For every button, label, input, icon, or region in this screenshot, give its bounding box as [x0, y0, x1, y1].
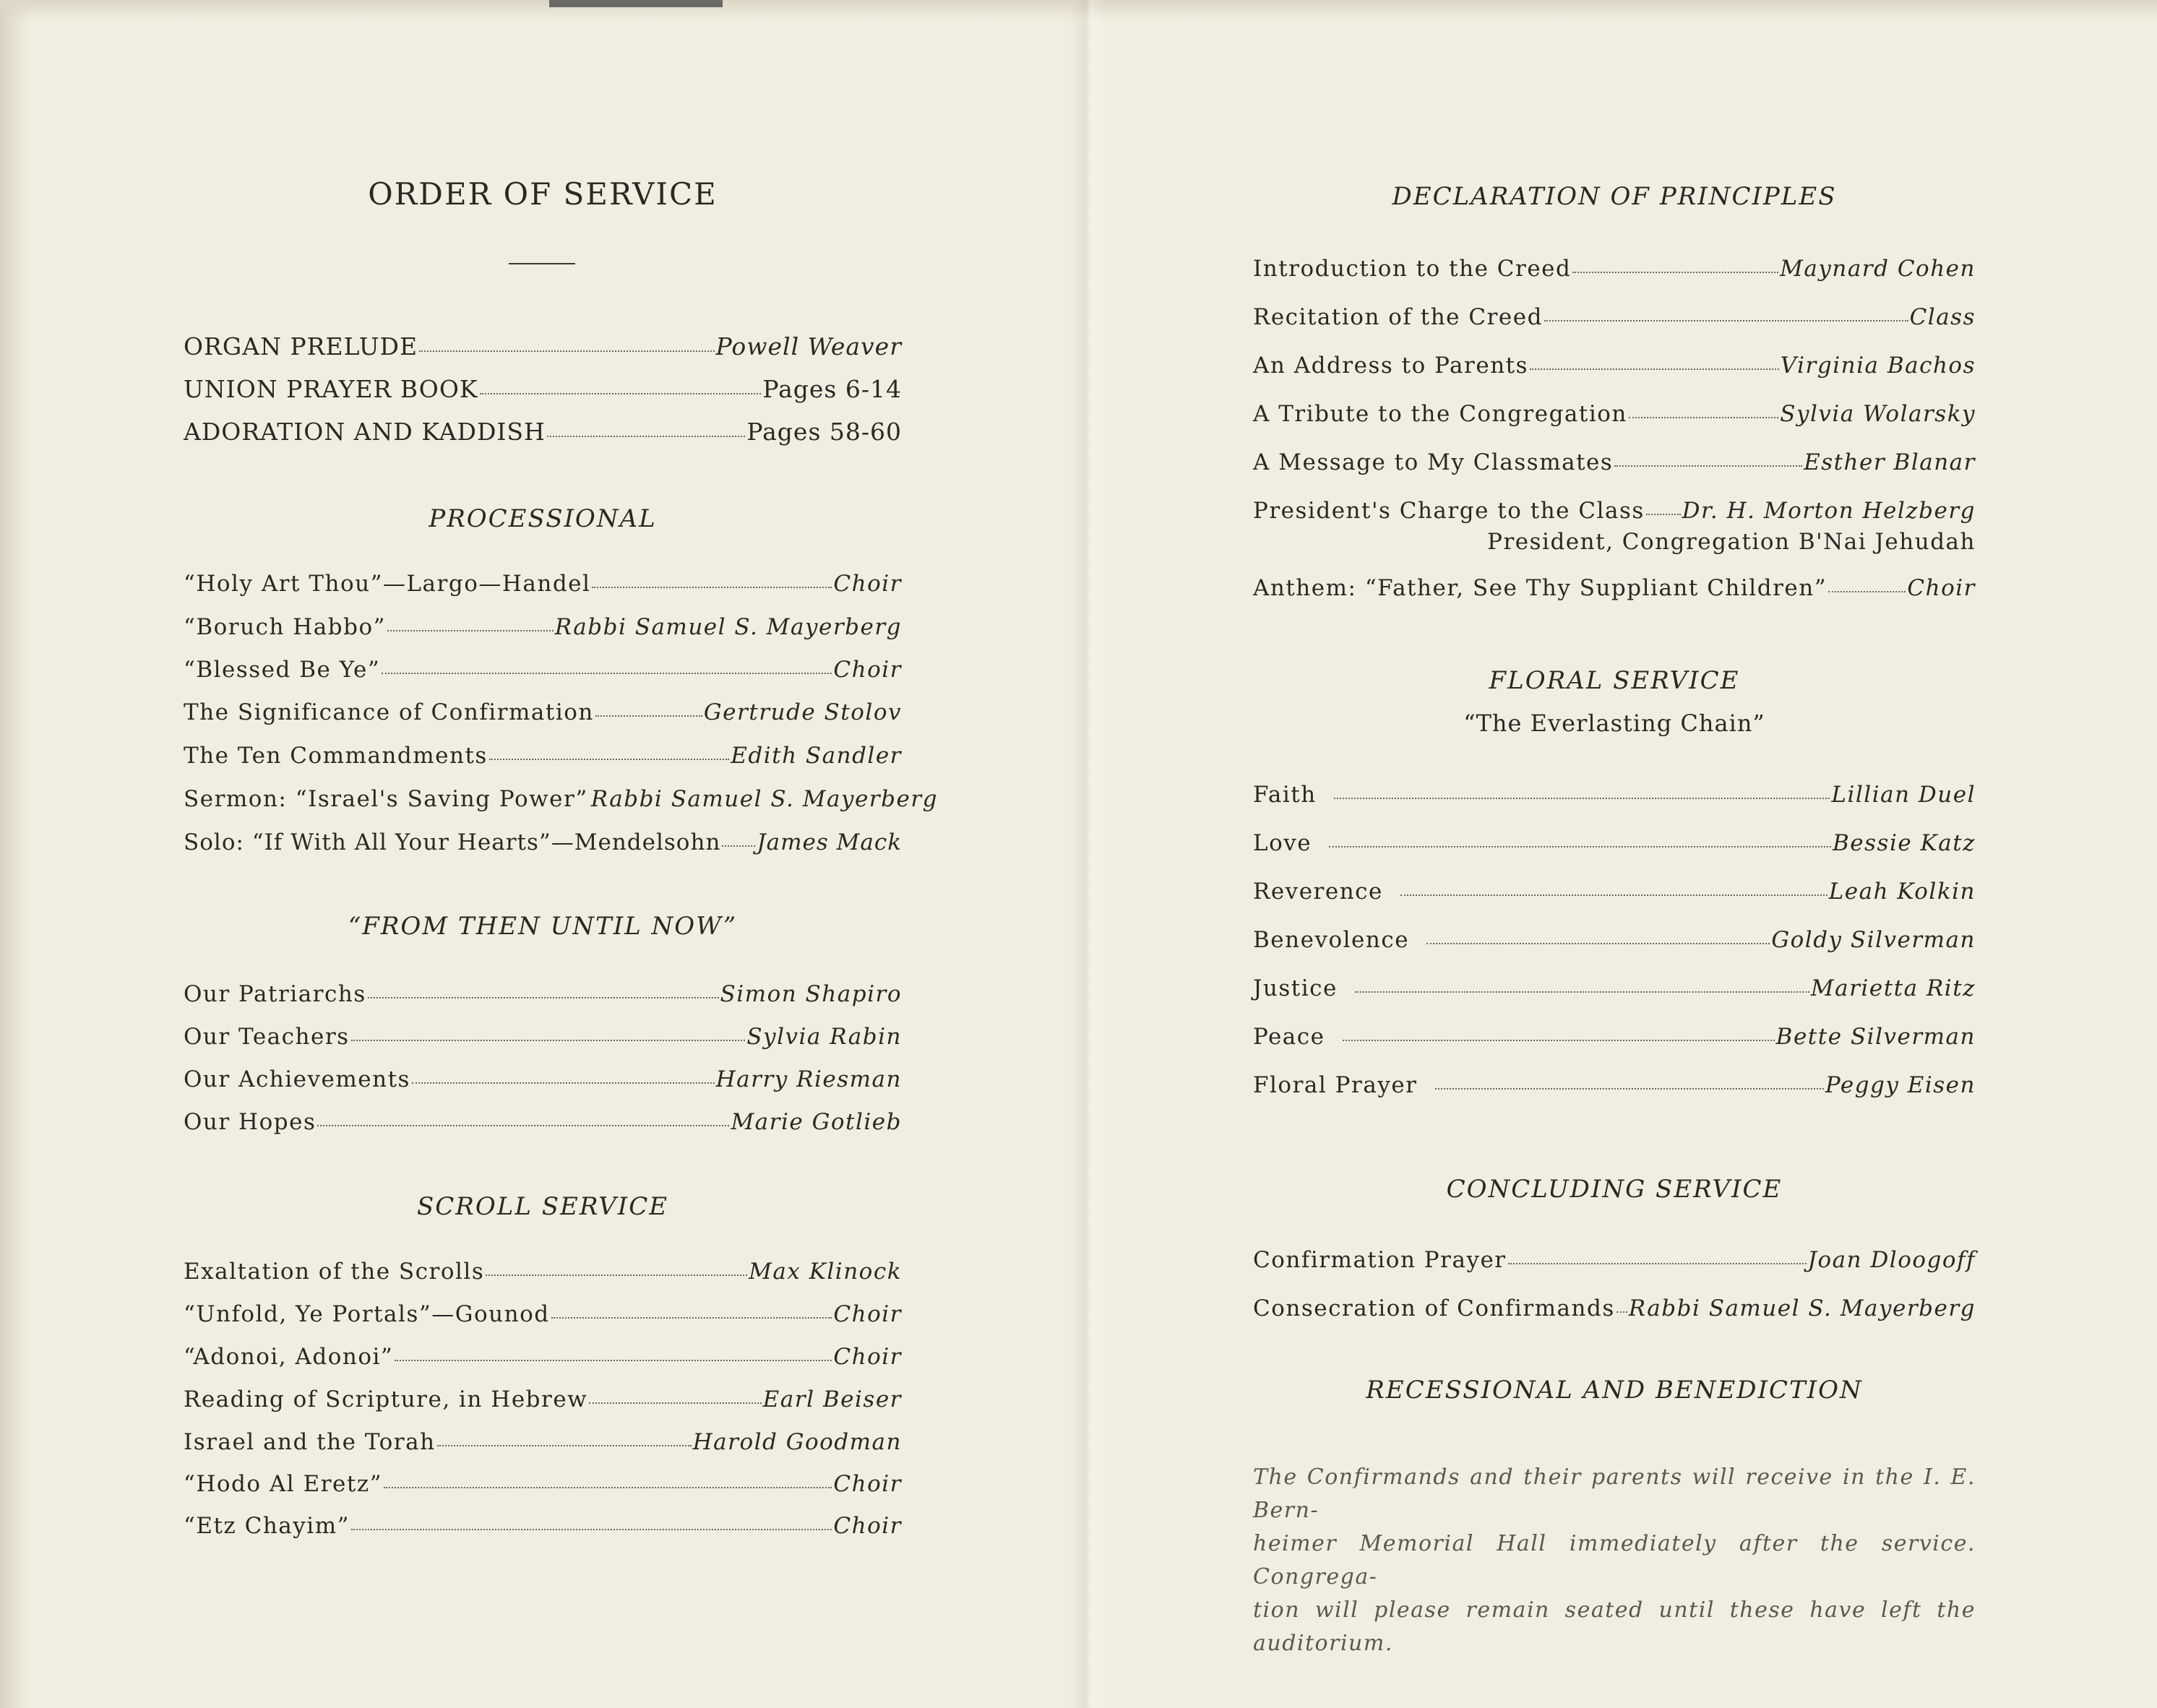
program-row: [184, 375, 902, 403]
row-item: Exaltation of the Scrolls: [184, 1259, 485, 1285]
row-performer: Simon Shapiro: [720, 981, 902, 1007]
program-row: [1253, 975, 1976, 1001]
dot-leader: [551, 1317, 832, 1319]
row-item: Justice: [1253, 975, 1338, 1001]
row-performer: Marietta Ritz: [1810, 975, 1976, 1001]
dot-leader: [351, 1040, 746, 1041]
dot-leader: [1435, 1088, 1824, 1090]
note-line: tion will please remain seated until these have left the auditorium.: [1253, 1597, 1976, 1656]
row-item: Peace: [1253, 1024, 1325, 1050]
section-heading-processional: PROCESSIONAL: [429, 504, 657, 533]
row-performer: Joan Dloogoff: [1807, 1247, 1976, 1273]
program-row: [184, 332, 902, 361]
program-row: [1253, 353, 1976, 379]
program-row: [184, 657, 902, 683]
row-performer: Goldy Silverman: [1771, 927, 1976, 953]
row-performer: Choir: [833, 1344, 902, 1370]
row-performer: Maynard Cohen: [1780, 256, 1976, 282]
dot-leader: [384, 1487, 832, 1488]
dot-leader: [1508, 1263, 1807, 1264]
dot-leader: [722, 845, 755, 847]
row-item: Reverence: [1253, 879, 1383, 905]
row-performer: Marie Gotlieb: [731, 1109, 902, 1135]
note-line: The Confirmands and their parents will receive in the I. E. Bern-: [1253, 1465, 1976, 1523]
dot-leader: [1572, 272, 1778, 273]
dot-leader: [387, 630, 554, 631]
program-row: [184, 1386, 902, 1412]
program-row: [1253, 830, 1976, 856]
row-item: “Holy Art Thou”—Largo—Handel: [184, 571, 591, 597]
center-fold: [1069, 0, 1106, 1708]
program-row: [184, 1513, 902, 1539]
dot-leader: [368, 997, 719, 999]
program-row: [1253, 1072, 1976, 1098]
row-performer: Rabbi Samuel S. Mayerberg: [554, 614, 902, 640]
row-item: Solo: “If With All Your Hearts”—Mendelsohn: [184, 829, 721, 855]
row-item: A Message to My Classmates: [1253, 449, 1614, 475]
dot-leader: [592, 587, 832, 588]
dot-leader: [395, 1360, 832, 1361]
row-item: “Boruch Habbo”: [184, 614, 386, 640]
row-item: Our Patriarchs: [184, 981, 366, 1007]
top-edge-mark: [549, 0, 723, 7]
row-item: Sermon: “Israel's Saving Power”: [184, 786, 588, 812]
reception-note: [1253, 1461, 1976, 1660]
section-heading-scroll-service: SCROLL SERVICE: [416, 1192, 669, 1221]
dot-leader: [382, 673, 832, 674]
section-heading-concluding-service: CONCLUDING SERVICE: [1446, 1175, 1783, 1204]
program-row: [1253, 1024, 1976, 1050]
row-performer: Dr. H. Morton Helzberg: [1682, 498, 1976, 524]
program-row: [184, 981, 902, 1007]
row-item: Israel and the Torah: [184, 1429, 436, 1455]
row-performer: James Mack: [757, 829, 902, 855]
dot-leader: [317, 1125, 729, 1126]
dot-leader: [1616, 1311, 1627, 1313]
program-row: [1253, 304, 1976, 330]
section-heading-recessional: RECESSIONAL AND BENEDICTION: [1366, 1376, 1863, 1405]
program-row: [1253, 449, 1976, 475]
row-item: Confirmation Prayer: [1253, 1247, 1507, 1273]
row-item: “Blessed Be Ye”: [184, 657, 381, 683]
row-performer: Sylvia Rabin: [746, 1024, 902, 1050]
program-row: [184, 743, 902, 769]
dot-leader: [589, 1402, 761, 1404]
program-row: [1253, 782, 1976, 808]
program-row: [184, 1471, 902, 1497]
dot-leader: [1343, 1040, 1775, 1041]
program-row: [184, 571, 902, 597]
program-row: [1253, 927, 1976, 953]
note-line: heimer Memorial Hall immediately after the service. Congrega-: [1253, 1531, 1976, 1590]
dot-leader: [486, 1274, 747, 1276]
row-item: President's Charge to the Class: [1253, 498, 1645, 524]
president-subline: President, Congregation B'Nai Jehudah: [1487, 529, 1976, 555]
dot-leader: [1828, 591, 1906, 592]
row-item: “Adonoi, Adonoi”: [184, 1344, 394, 1370]
row-performer: Lillian Duel: [1831, 782, 1976, 808]
row-performer: Choir: [833, 571, 902, 597]
section-heading-floral-service: FLORAL SERVICE: [1489, 666, 1740, 695]
row-performer: Pages 6-14: [762, 375, 902, 403]
row-performer: Gertrude Stolov: [703, 699, 902, 725]
page-title: ORDER OF SERVICE: [368, 176, 718, 212]
row-performer: Class: [1909, 304, 1976, 330]
dot-leader: [1614, 465, 1802, 467]
dot-leader: [1530, 368, 1779, 370]
row-item: An Address to Parents: [1253, 353, 1529, 379]
row-performer: Rabbi Samuel S. Mayerberg: [590, 786, 938, 812]
program-row: [184, 1024, 902, 1050]
dot-leader: [595, 715, 702, 717]
dot-leader: [437, 1445, 692, 1446]
row-item: Our Hopes: [184, 1109, 317, 1135]
dot-leader: [1426, 943, 1770, 944]
row-performer: Peggy Eisen: [1825, 1072, 1976, 1098]
row-performer: Esther Blanar: [1804, 449, 1976, 475]
program-row: [1253, 575, 1976, 601]
left-edge-shadow: [0, 0, 29, 1708]
program-row: [1253, 1247, 1976, 1273]
program-row: [184, 1301, 902, 1327]
dot-leader: [1629, 417, 1778, 418]
row-item: Faith: [1253, 782, 1317, 808]
dot-leader: [351, 1529, 832, 1530]
row-item: “Unfold, Ye Portals”—Gounod: [184, 1301, 550, 1327]
row-item: Love: [1253, 830, 1312, 856]
program-row: [184, 1344, 902, 1370]
row-performer: Earl Beiser: [762, 1386, 902, 1412]
row-performer: Choir: [833, 1471, 902, 1497]
row-performer: Edith Sandler: [731, 743, 902, 769]
program-row: [184, 699, 902, 725]
row-item: ADORATION AND KADDISH: [184, 418, 546, 446]
row-item: Anthem: “Father, See Thy Suppliant Children”: [1253, 575, 1827, 601]
program-row: [1253, 498, 1976, 524]
row-performer: Harold Goodman: [692, 1429, 902, 1455]
row-performer: Virginia Bachos: [1780, 353, 1976, 379]
section-heading-declaration: DECLARATION OF PRINCIPLES: [1392, 182, 1837, 211]
row-item: Recitation of the Creed: [1253, 304, 1543, 330]
row-performer: Choir: [833, 657, 902, 683]
dot-leader: [1334, 798, 1830, 799]
program-row: [184, 1109, 902, 1135]
program-row: [1253, 256, 1976, 282]
row-performer: Rabbi Samuel S. Mayerberg: [1628, 1295, 1976, 1321]
program-row: [184, 829, 902, 855]
title-rule: [509, 263, 575, 264]
program-row: [184, 786, 938, 812]
row-item: Consecration of Confirmands: [1253, 1295, 1615, 1321]
floral-subtitle: “The Everlasting Chain”: [1463, 709, 1765, 737]
row-item: A Tribute to the Congregation: [1253, 401, 1627, 427]
row-performer: Harry Riesman: [715, 1066, 902, 1092]
dot-leader: [547, 436, 746, 437]
dot-leader: [489, 759, 729, 760]
section-heading-from-then-until-now: “FROM THEN UNTIL NOW”: [348, 912, 738, 941]
dot-leader: [1400, 894, 1827, 896]
row-item: “Etz Chayim”: [184, 1513, 350, 1539]
row-performer: Powell Weaver: [715, 332, 902, 361]
row-performer: Leah Kolkin: [1828, 879, 1976, 905]
row-performer: Choir: [1907, 575, 1976, 601]
program-row: [1253, 401, 1976, 427]
dot-leader: [1544, 320, 1908, 322]
row-item: Benevolence: [1253, 927, 1410, 953]
row-performer: Choir: [833, 1301, 902, 1327]
dot-leader: [419, 350, 714, 352]
row-performer: Sylvia Wolarsky: [1780, 401, 1976, 427]
program-row: [1253, 1295, 1976, 1321]
row-item: Reading of Scripture, in Hebrew: [184, 1386, 588, 1412]
row-item: The Ten Commandments: [184, 743, 488, 769]
row-performer: Choir: [833, 1513, 902, 1539]
dot-leader: [412, 1082, 715, 1084]
row-item: “Hodo Al Eretz”: [184, 1471, 382, 1497]
row-item: Our Teachers: [184, 1024, 350, 1050]
program-row: [184, 1259, 902, 1285]
dot-leader: [480, 393, 762, 394]
program-row: [184, 614, 902, 640]
row-performer: Max Klinock: [749, 1259, 902, 1285]
row-item: UNION PRAYER BOOK: [184, 375, 478, 403]
row-performer: Pages 58-60: [746, 418, 902, 446]
dot-leader: [1329, 846, 1831, 847]
row-item: Introduction to the Creed: [1253, 256, 1572, 282]
row-item: Our Achievements: [184, 1066, 410, 1092]
row-item: The Significance of Confirmation: [184, 699, 594, 725]
row-item: Floral Prayer: [1253, 1072, 1418, 1098]
program-row: [1253, 879, 1976, 905]
program-row: [184, 418, 902, 446]
program-row: [184, 1066, 902, 1092]
program-row: [184, 1429, 902, 1455]
row-performer: Bette Silverman: [1775, 1024, 1976, 1050]
row-performer: Bessie Katz: [1833, 830, 1976, 856]
dot-leader: [1646, 514, 1681, 515]
row-item: ORGAN PRELUDE: [184, 332, 418, 361]
dot-leader: [1355, 991, 1809, 993]
